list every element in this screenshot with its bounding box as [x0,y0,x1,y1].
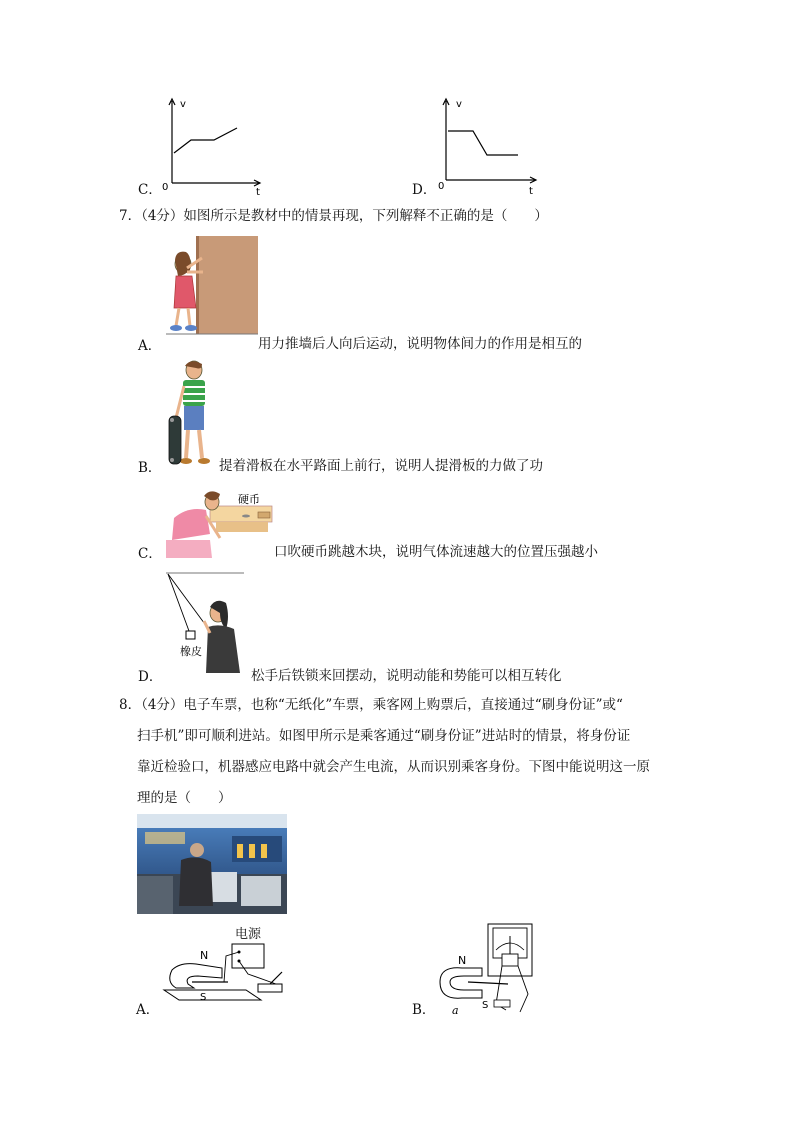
power-source-label: 电源 [235,927,262,942]
station-gate-photo [137,814,287,914]
option-text: 松手后铁锁来回摆动，说明动能和势能可以相互转化 [251,668,562,684]
push-wall-illustration [166,236,258,336]
q7-figure-d [164,573,254,683]
question-8-stem [119,690,650,814]
pendulum-lock-illustration [164,573,254,683]
q7-figure-c [166,488,272,558]
circuit-diagram-b [410,920,545,1022]
q7-figure-a [166,236,258,336]
axis-t-label: t [529,186,533,197]
option-letter: A． [138,338,162,354]
carry-skateboard-illustration [166,358,218,470]
option-letter: B． [412,1002,436,1018]
coin-label: 硬币 [238,493,260,506]
origin-label: 0 [438,181,445,192]
north-pole-label: N [458,954,467,967]
option-text: 提着滑板在水平路面上前行，说明人提滑板的力做了功 [219,458,543,474]
blow-coin-illustration [166,488,272,558]
option-letter: A． [136,1002,160,1018]
origin-label: 0 [162,182,169,193]
q8-option-a [136,922,301,1022]
velocity-time-graph-d [410,95,545,200]
option-letter: D． [412,182,437,198]
velocity-time-graph-c [136,95,266,200]
south-pole-label: S [200,992,207,1003]
option-text: 用力推墙后人向后运动，说明物体间力的作用是相互的 [258,336,582,352]
question-7-stem: 7．（4分）如图所示是教材中的情景再现，下列解释不正确的是（ ） [119,208,548,224]
photo-illustration [137,814,287,914]
axis-v-label: v [456,99,462,110]
option-letter: C． [138,182,162,198]
circuit-diagram-a [136,922,301,1022]
q6-option-c [136,95,266,200]
option-text: 口吹硬币跳越木块，说明气体流速越大的位置压强越小 [274,544,598,560]
south-pole-label: S [482,1000,489,1011]
axis-v-label: v [180,99,186,110]
q7-figure-b [166,358,218,470]
q6-option-d [410,95,545,200]
graph-line [174,128,237,153]
option-letter: C． [138,546,162,562]
option-letter: B． [138,460,162,476]
eraser-label: 橡皮 [180,645,202,658]
stem-line: 扫手机”即可顺利进站。如图甲所示是乘客通过“刷身份证”进站时的情景，将身份证 [137,728,631,744]
stem-line: 理的是（ ） [137,790,232,806]
stem-line: 靠近检验口，机器感应电路中就会产生电流，从而识别乘客身份。下图中能说明这一原 [137,759,650,775]
conductor-a-label: a [452,1004,459,1017]
option-letter: D． [138,669,163,685]
q8-option-b [410,920,545,1022]
graph-line [448,131,518,155]
north-pole-label: N [200,949,209,962]
axis-t-label: t [256,187,260,198]
stem-line: 8．（4分）电子车票，也称“无纸化”车票，乘客网上购票后，直接通过“刷身份证”或“ [119,697,623,713]
